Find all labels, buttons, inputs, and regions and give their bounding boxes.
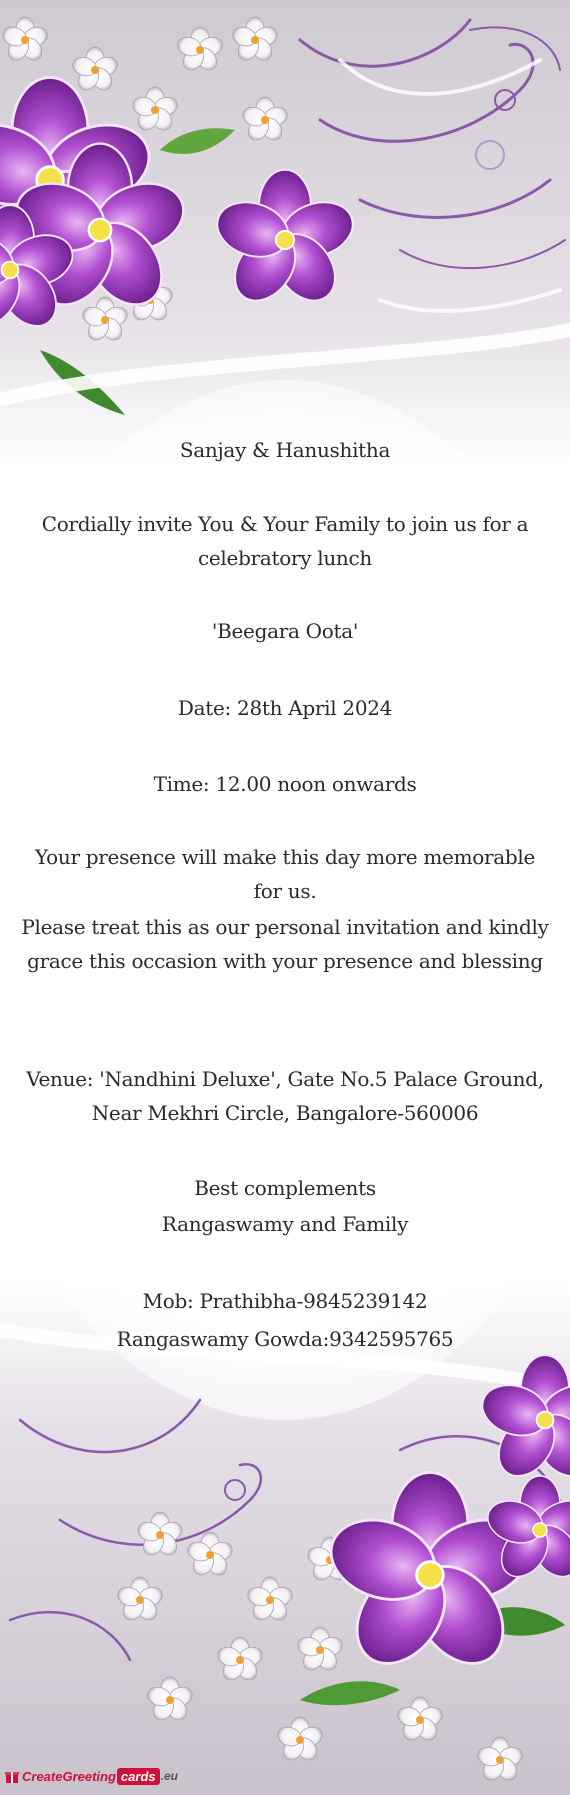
venue-details: Venue: 'Nandhini Deluxe', Gate No.5 Palace Ground, Near Mekhri Circle, Bangalore-560006 [26, 1067, 544, 1125]
event-name: 'Beegara Oota' [211, 619, 359, 643]
contact-mobile-2: Rangaswamy Gowda:9342595765 [116, 1327, 454, 1351]
brand-logo-link[interactable] [4, 1762, 178, 1790]
from-family: Rangaswamy and Family [161, 1212, 409, 1236]
presence-line: Your presence will make this day more memorable for us. [34, 845, 536, 903]
event-time: Time: 12.00 noon onwards [153, 772, 417, 796]
invite-line: Cordially invite You & Your Family to join us for a celebratory lunch [41, 512, 529, 570]
brand-part-3: .eu [160, 1769, 178, 1783]
event-date: Date: 28th April 2024 [177, 696, 393, 720]
request-line: Please treat this as our personal invitation and kindly grace this occasion with your presence and blessing [21, 915, 549, 973]
hosts-names: Sanjay & Hanushitha [179, 438, 391, 462]
contact-mobile-1: Mob: Prathibha-9845239142 [142, 1289, 428, 1313]
gift-icon [4, 1768, 20, 1784]
brand-part-1: CreateGreeting [22, 1768, 116, 1784]
best-complements: Best complements [194, 1176, 376, 1200]
brand-part-2: cards [117, 1768, 160, 1785]
